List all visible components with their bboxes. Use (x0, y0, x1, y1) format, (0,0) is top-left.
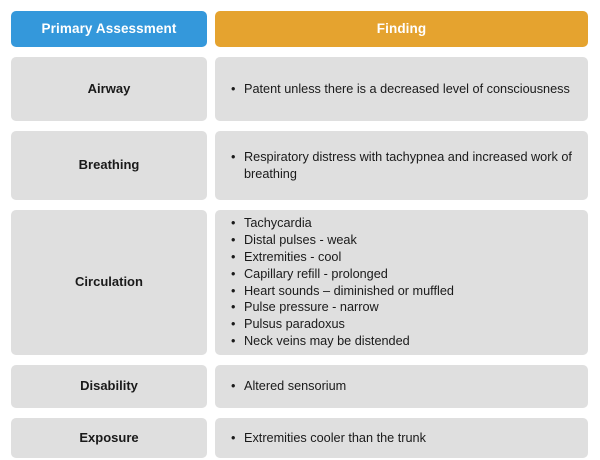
finding-list-exposure (215, 430, 588, 447)
finding-cell-exposure (215, 418, 588, 458)
assessment-label-disability: Disability (80, 378, 138, 394)
finding-item: • Altered sensorium (231, 378, 578, 395)
column-header-finding-label: Finding (376, 20, 427, 36)
assessment-cell-disability (11, 365, 207, 408)
table-row (11, 418, 588, 458)
table-row (11, 210, 588, 355)
assessment-cell-exposure (11, 418, 207, 458)
column-header-finding (215, 11, 588, 47)
finding-cell-disability (215, 365, 588, 408)
column-header-primary-assessment (11, 11, 207, 47)
assessment-cell-airway (11, 57, 207, 121)
table-row (11, 365, 588, 408)
table-header-row (11, 11, 588, 47)
finding-item: • Neck veins may be distended (231, 333, 578, 350)
finding-item: • Capillary refill - prolonged (231, 266, 578, 283)
assessment-cell-circulation (11, 210, 207, 355)
assessment-label-circulation: Circulation (75, 274, 143, 290)
assessment-label-exposure: Exposure (79, 429, 139, 445)
finding-list-breathing (215, 149, 588, 183)
finding-item: • Pulsus paradoxus (231, 316, 578, 333)
column-header-primary-assessment-label: Primary Assessment (41, 20, 177, 36)
finding-list-airway (215, 81, 588, 98)
finding-cell-breathing (215, 131, 588, 200)
finding-item: • Patent unless there is a decreased level of consciousness (231, 81, 578, 98)
finding-item: • Respiratory distress with tachypnea and increased work of breathing (231, 149, 578, 183)
finding-item: • Heart sounds – diminished or muffled (231, 283, 578, 300)
finding-cell-airway (215, 57, 588, 121)
assessment-label-breathing: Breathing (78, 157, 140, 173)
assessment-label-airway: Airway (87, 80, 131, 96)
table-row (11, 57, 588, 121)
table-row (11, 131, 588, 200)
finding-list-disability (215, 378, 588, 395)
finding-item: • Tachycardia (231, 215, 578, 232)
finding-item: • Extremities - cool (231, 249, 578, 266)
finding-list-circulation (215, 215, 588, 349)
finding-item: • Distal pulses - weak (231, 232, 578, 249)
finding-item: • Pulse pressure - narrow (231, 299, 578, 316)
finding-item: • Extremities cooler than the trunk (231, 430, 578, 447)
finding-cell-circulation (215, 210, 588, 355)
assessment-cell-breathing (11, 131, 207, 200)
